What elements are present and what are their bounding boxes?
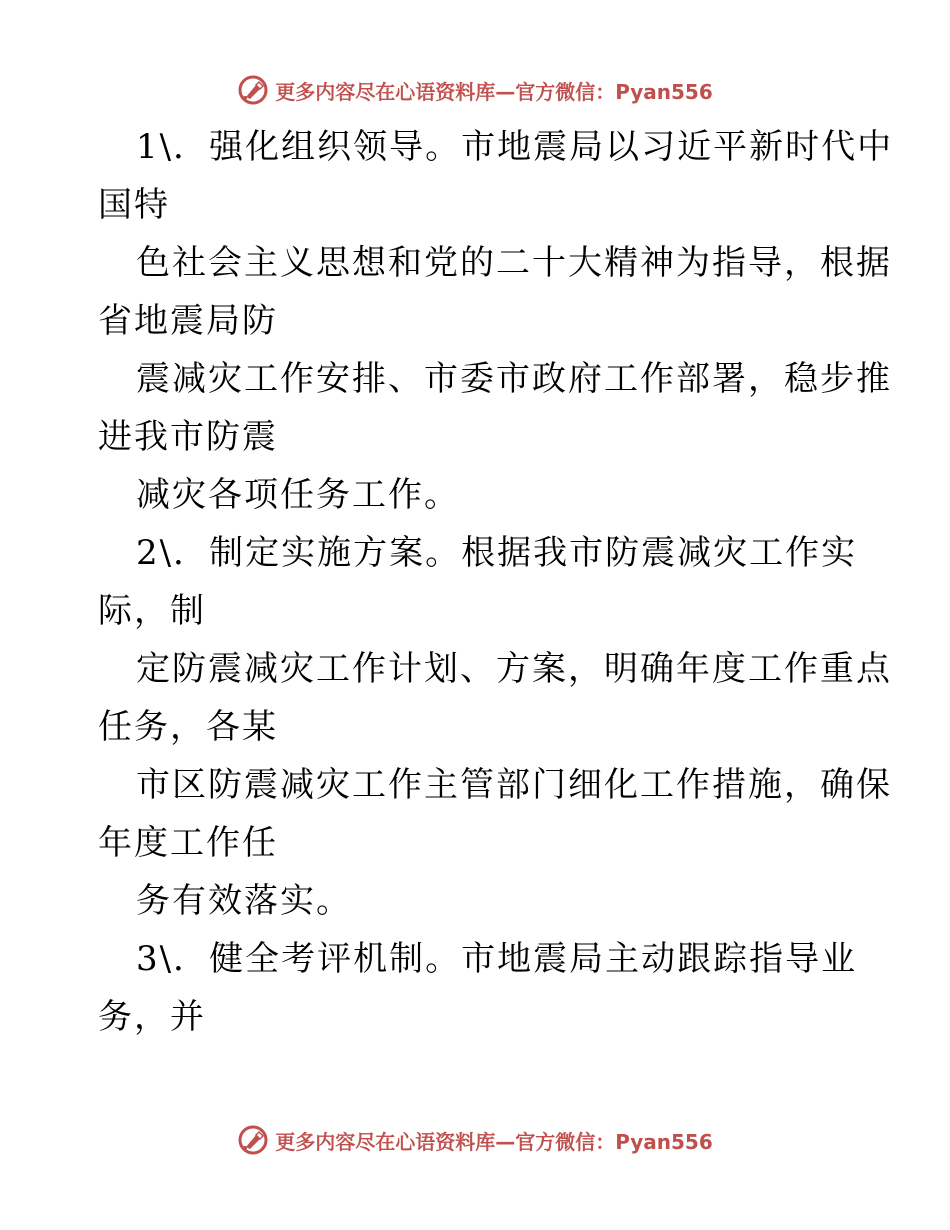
- body-line: 色社会主义思想和党的二十大精神为指导，根据: [136, 243, 892, 283]
- body-line: 市区防震减灾工作主管部门细化工作措施，确保: [136, 765, 892, 805]
- body-line: 3\．健全考评机制。市地震局主动跟踪指导业: [136, 939, 858, 979]
- body-line: 2\．制定实施方案。根据我市防震减灾工作实: [136, 533, 858, 573]
- footer-banner-text: 更多内容尽在心语资料库—官方微信：Pyan556: [275, 1129, 713, 1154]
- body-line: 省地震局防: [98, 301, 278, 341]
- header-banner-text: 更多内容尽在心语资料库—官方微信：Pyan556: [275, 79, 713, 104]
- body-line: 震减灾工作安排、市委市政府工作部署，稳步推: [136, 359, 892, 399]
- body-line: 年度工作任: [98, 823, 278, 863]
- body-line: 减灾各项任务工作。: [136, 475, 460, 515]
- body-line: 际，制: [98, 591, 206, 631]
- body-line: 务有效落实。: [136, 881, 352, 921]
- body-line: 1\．强化组织领导。市地震局以习近平新时代中: [136, 127, 894, 167]
- pen-nib-logo-icon: [237, 1124, 269, 1156]
- body-line: 定防震减灾工作计划、方案，明确年度工作重点: [136, 649, 892, 689]
- body-line: 任务，各某: [98, 707, 278, 747]
- document-body: [98, 118, 894, 1046]
- pen-nib-logo-icon: [237, 74, 269, 106]
- body-line: 国特: [98, 185, 170, 225]
- footer-banner: [0, 1120, 950, 1160]
- body-line: 进我市防震: [98, 417, 278, 457]
- header-banner: [0, 70, 950, 110]
- body-line: 务，并: [98, 997, 206, 1037]
